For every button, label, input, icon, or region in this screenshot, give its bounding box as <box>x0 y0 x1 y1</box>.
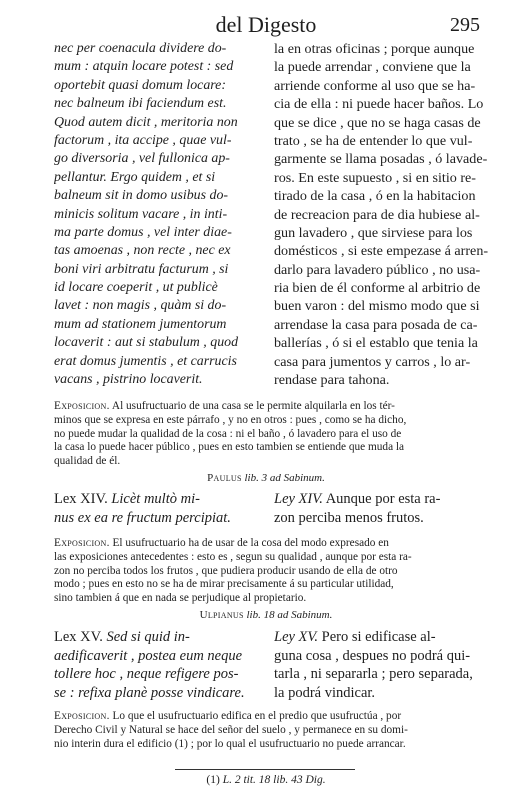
latin-line: minicis solitum vacare , in inti- <box>54 206 228 222</box>
page-header <box>0 6 532 36</box>
attribution-author: Paulus <box>207 472 242 484</box>
page-number: 295 <box>450 14 480 36</box>
exposicion-note-2 <box>54 537 492 606</box>
lex-15-spanish <box>274 628 492 702</box>
latin-line: balneum sit in domo usibus do- <box>54 188 229 204</box>
spanish-line: ros. En este supuesto , si en sitio re- <box>274 169 476 186</box>
note-line: qualidad de él. <box>54 455 121 468</box>
ley-line: zon perciba menos frutos. <box>274 509 424 526</box>
exposicion-label: Exposicion. <box>54 537 110 549</box>
note-line <box>54 537 492 551</box>
lex-line: se : refixa planè posse vindicare. <box>54 684 245 701</box>
latin-line: mum : atquin locare potest : sed <box>54 59 234 75</box>
exposicion-label: Exposicion. <box>54 710 110 722</box>
latin-line: erat domus jumentis , et carrucis <box>54 353 237 369</box>
latin-line: go diversoria , vel fullonica ap- <box>54 151 230 167</box>
note-line: sino tambien á que en nada se perjudique al propietario. <box>54 592 307 605</box>
ley-line: la podrá vindicar. <box>274 684 376 701</box>
spanish-line: trato , se ha de entender lo que vul- <box>274 132 473 149</box>
note-line: minos que se expresa en este párrafo , y no en otros : pues , como se ha dicho, <box>54 413 407 426</box>
spanish-line: ballerías , ó si el establo que tenia la <box>274 335 478 352</box>
ley-line: guna cosa , despues no podrá qui- <box>274 647 471 664</box>
latin-line: nec balneum ibi faciendum est. <box>54 96 227 112</box>
spanish-line: la puede arrendar , conviene que la <box>274 59 471 76</box>
spanish-line: domésticos , si este empezase á arren- <box>274 243 489 260</box>
latin-line: locaverit : aut si stabulum , quod <box>54 335 239 351</box>
lex-line: aedificaverit , postea eum neque <box>54 647 243 664</box>
spanish-line: arrendase la casa para posada de ca- <box>274 316 478 333</box>
latin-line: factorum , ita accipe , quae vul- <box>54 132 232 148</box>
note-line: nio interin dura el edificio (1) ; por lo qual el usufructuario no puede arrancar. <box>54 737 406 750</box>
spanish-line: tirado de la casa , ó en la habitacion <box>274 188 476 205</box>
lex-14-columns <box>54 490 492 527</box>
note-line <box>54 710 492 724</box>
ley-line <box>274 490 492 509</box>
note-text: Al usufructuario de una casa se le permite alquilarla en los tér- <box>111 400 395 412</box>
latin-line: Quod autem dicit , meritoria non <box>54 114 238 130</box>
spanish-line: de recreacion para de dia hubiese al- <box>274 206 480 223</box>
latin-line: nec per coenacula dividere do- <box>54 41 227 56</box>
note-line: Derecho Civil y Natural se hace del señor del suelo , y permanece en su domi- <box>54 723 408 736</box>
attribution-author: Ulpianus <box>199 609 244 621</box>
spanish-line: la en otras oficinas ; porque aunque <box>274 41 475 57</box>
spanish-line: arriende conforme al uso que se ha- <box>274 77 476 94</box>
note-line: zon no perciba todos los frutos , que pudiera producir usando de ella de otro <box>54 564 398 577</box>
spanish-line: gun lavadero , que sirviese para los <box>274 224 473 241</box>
lex-line: tollere hoc , neque refigere pos- <box>54 666 239 682</box>
attribution-source: lib. 3 ad Sabinum. <box>244 472 325 484</box>
note-text: Lo que el usufructuario edifica en el predio que usufructúa , por <box>112 710 402 722</box>
footnote-marker: (1) <box>206 774 220 786</box>
note-line: no puede mudar la qualidad de la cosa : ni el baño , ó lavadero para el uso de <box>54 427 402 440</box>
latin-line: id locare coeperit , ut publicè <box>54 280 218 296</box>
latin-line: oportebit quasi domum locare: <box>54 77 226 93</box>
lex-heading: Lex XV. <box>54 629 103 645</box>
latin-line: lavet : non magis , quàm si do- <box>54 298 227 314</box>
ley-text: Aunque por esta ra- <box>325 491 441 507</box>
spanish-line: darlo para lavadero público , no usa- <box>274 261 481 278</box>
latin-line: pellantur. Ergo quidem , et si <box>54 169 216 185</box>
lex-15-latin <box>54 628 260 702</box>
attribution-paulus <box>0 472 532 484</box>
lex-text: Sed si quid in- <box>106 629 190 645</box>
footnote-rule <box>175 769 355 770</box>
spanish-line: ria bien de él conforme al arbitrio de <box>274 280 481 297</box>
exposicion-label: Exposicion. <box>54 400 110 412</box>
latin-line: mum ad stationem jumentorum <box>54 316 227 332</box>
ley-heading: Ley XV. <box>274 629 319 645</box>
lex-line: nus ex ea re fructum percipiat. <box>54 509 231 526</box>
spanish-line: rendase para tahona. <box>274 372 390 389</box>
lex-14-spanish <box>274 490 492 527</box>
note-line: la casa lo puede hacer público , pues en esto tambien se entiende que muda la <box>54 441 405 454</box>
ley-line: tarla , ni separarla ; pero separada, <box>274 666 473 682</box>
spanish-line: que se dice , que no se haga casas de <box>274 114 481 131</box>
lex-15-columns <box>54 628 492 702</box>
spanish-line: buen varon : del mismo modo que si <box>274 298 480 315</box>
spanish-column <box>274 40 492 389</box>
attribution-source: lib. 18 ad Sabinum. <box>246 609 333 621</box>
footnote-text: L. 2 tit. 18 lib. 43 Dig. <box>222 774 326 786</box>
lex-heading: Lex XIV. <box>54 491 108 507</box>
lex-14-latin <box>54 490 260 527</box>
lex-text: Licèt multò mi- <box>111 491 200 507</box>
ley-heading: Ley XIV. <box>274 491 323 507</box>
latin-line: vacans , pistrino locaverit. <box>54 372 203 388</box>
latin-line: boni viri arbitratu facturum , si <box>54 261 229 277</box>
note-text: El usufructuario ha de usar de la cosa del modo expresado en <box>112 537 389 549</box>
lex-line <box>54 490 260 509</box>
exposicion-note-3 <box>54 710 492 751</box>
exposicion-note-1 <box>54 400 492 469</box>
running-title: del Digesto <box>215 12 317 37</box>
latin-line: ma parte domus , vel inter diae- <box>54 224 232 240</box>
latin-line: tas amoenas , non recte , nec ex <box>54 243 231 259</box>
ley-line <box>274 628 492 647</box>
note-line: modo ; pues en esto no se ha de mirar precisamente á su particular utilidad, <box>54 578 394 591</box>
note-line: las exposiciones antecedentes : esto es , segun su qualidad , aunque por esta ra- <box>54 550 412 563</box>
footnote <box>0 774 532 786</box>
note-line <box>54 400 492 414</box>
lex-line <box>54 628 260 647</box>
latin-column <box>54 40 260 389</box>
attribution-ulpianus <box>0 609 532 621</box>
ley-text: Pero si edificase al- <box>321 629 436 645</box>
spanish-line: casa para jumentos y carros , lo ar- <box>274 353 471 370</box>
spanish-line: garmente se llama posadas , ó lavade- <box>274 151 488 168</box>
main-text-columns <box>54 40 492 389</box>
spanish-line: cia de ella : ni puede hacer baños. Lo <box>274 96 484 113</box>
